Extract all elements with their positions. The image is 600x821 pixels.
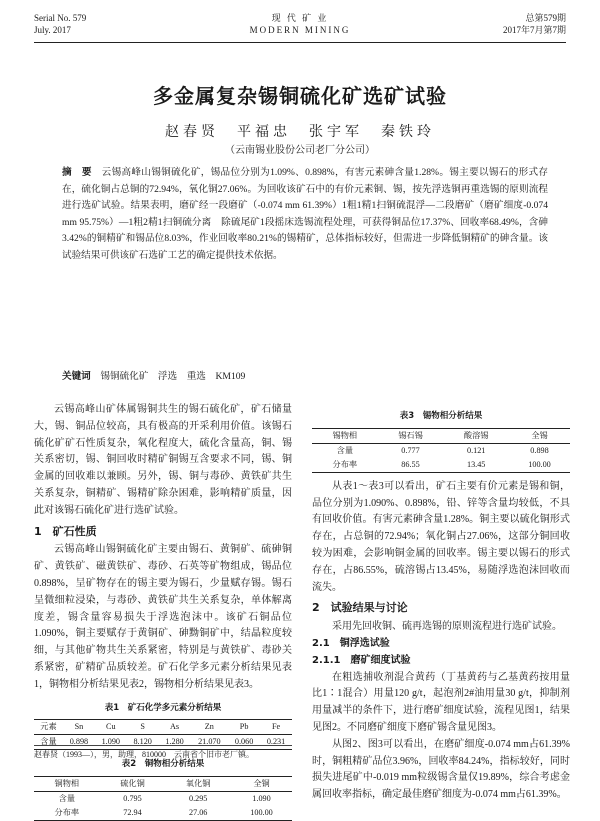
- grinding-test-paragraph: 在粗选捕收剂混合黄药（丁基黄药与乙基黄药按用量比1∶1混合）用量120 g/t，起泡剂2#油用量30 g/t，抑制剂用量减半的条件下，进行磨矿细度试验，流程见图1，结果见图2。不同磨矿细度下磨矿锡含量见图3。: [312, 671, 570, 733]
- grinding-result-paragraph: 从图2、图3可以看出，在磨矿细度-0.074 mm占61.39%时，铜粗精矿品位3.96%，回收率84.24%，指标较好，同时损失进尾矿中-0.019 mm粒级锡含量仅19.89%，综合考虑金属回收率指标，确定最佳磨矿细度为-0.074 mm占61.39%。: [312, 738, 570, 801]
- table3-caption: 表3 锡物相分析结果: [399, 411, 483, 421]
- table-row: 分布率 86.55 13.45 100.00: [312, 458, 570, 473]
- page-header: [34, 12, 566, 42]
- table-row: 含量 0.777 0.121 0.898: [336, 445, 549, 455]
- table2-header-row: 铜物相 硫化铜 氧化铜 全铜: [34, 777, 292, 792]
- tables-discussion-paragraph: 从表1～表3可以看出，矿石主要有价元素是锡和铜，品位分别为1.090%、0.898%，铅、锌等含量均较低，不具有回收价值。有害元素砷含量1.28%。铜主要以硫化铜形式存在，占总铜的72.94%；氧化铜占27.06%，这部分铜回收较为困难，会影响铜金属的回收率。锡主要以锡石的形式存在，占86.55%，硫溶锡占13.45%，易随浮选泡沫回收而流失。: [312, 480, 570, 593]
- table-row: 分布率 72.94 27.06 100.00: [34, 806, 292, 821]
- table-row: 含量 0.898 1.090 8.120 1.280 21.070 0.060 0.231: [34, 735, 292, 750]
- paper-authors: 赵春贤 平福忠 张宇军 秦铁玲: [165, 125, 435, 140]
- section-1-heading: 1 矿石性质: [34, 524, 97, 538]
- abstract-label: 摘 要: [62, 167, 92, 178]
- table2: [34, 776, 292, 821]
- keywords-text: 锡铜硫化矿 浮选 重选 KM109: [100, 371, 246, 382]
- section-2-heading: 2 试验结果与讨论: [312, 601, 408, 615]
- process-paragraph: 采用先回收铜、硫再选锡的原则流程进行选矿试验。: [332, 621, 562, 633]
- journal-issue: 总第579期 2017年7月第7期: [502, 13, 566, 35]
- header-rule: [34, 42, 566, 43]
- keywords: [62, 368, 548, 382]
- journal-name: 现 代 矿 业 MODERN MINING: [249, 13, 351, 35]
- paper-affiliation: （云南锡业股份公司老厂分公司）: [225, 145, 375, 156]
- keywords-label: 关键词: [62, 371, 91, 382]
- table1-header-row: 元素 Sn Cu S As Zn Pb Fe: [34, 720, 292, 735]
- journal-serial: Serial No. 579 July. 2017: [34, 13, 87, 35]
- right-column: [312, 402, 570, 804]
- table-row: 含量 0.795 0.295 1.090: [58, 794, 271, 804]
- abstract: [62, 165, 548, 265]
- paper-title: 多金属复杂锡铜硫化矿选矿试验: [153, 84, 447, 108]
- ore-properties-paragraph: 云锡高峰山锡铜硫化矿主要由锡石、黄铜矿、硫砷铜矿、黄铁矿、磁黄铁矿、毒砂、石英等矿物组成，锡品位0.898%，呈矿物存在的锡主要为锡石，少量赋存锡。锡石呈微细粒浸染，与毒砂、黄铁矿共生关系复杂，单体解离度差，锡含量容易损失于浮选泡沫中。该矿石铜品位1.090%，铜主要赋存于黄铜矿、砷黝铜矿中，结晶粒度较细，与其他矿物共生关系紧密，特别是与黄铁矿、毒砂关系紧密，矿精矿品质较差。矿石化学多元素分析结果见表1，铜物相分析结果见表2，锡物相分析结果见表3。: [34, 544, 292, 690]
- intro-paragraph: 云锡高峰山矿体属锡铜共生的锡石硫化矿，矿石储量大，锡、铜品位较高，具有极高的开采利用价值。该锡石硫化矿矿石性质复杂，氧化程度大，硫化含量高，铜、锡关系密切，锡、铜回收时精矿铜锡互含要求不同，锡、铜金属的回收难以兼顾。另外，锡、铜与毒砂、黄铁矿共生关系复杂，铜精矿、锡精矿除杂困难，影响精矿质量，因此对该锡石硫化矿进行选矿试验。: [34, 404, 292, 516]
- table3-header-row: 锡物相 锡石锡 酸溶锡 全锡: [312, 428, 570, 443]
- section-2-1-heading: 2.1 铜浮选试验: [312, 637, 390, 649]
- table2-caption: 表2 铜物相分析结果: [121, 759, 205, 770]
- table1-caption: 表1 矿石化学多元素分析结果: [104, 702, 222, 713]
- table3: [312, 428, 570, 473]
- abstract-text: 云锡高峰山锡铜硫化矿，锡品位分别为1.09%、0.898%，有害元素砷含量1.28%。锡主要以锡石的形式存在，硫化铜占总铜的72.94%，氧化铜27.06%。为回收该矿石中的有价元素铜、锡，按先浮选铜再重选锡的原则流程进行选矿试验。结果表明，磨矿经一段磨矿（-0.074 mm 61.39%）1粗1精1扫铜硫混浮—二段磨矿（磨矿细度-0.074 mm 95.75%）—1粗2精1扫铜硫分离 除硫尾矿1段摇床选锡流程处理，可获得铜品位17.37%、回收率68.49%，含砷3.42%的铜精矿和锡品位8.03%，作业回收率80.21%的锡精矿，总体指标较好，但需进一步降低铜精矿的砷含量。该试验结果可供该矿石选矿工艺的确定提供技术依据。: [62, 167, 549, 261]
- footnote: 赵春贤（1993—），男，助理，810000 云南省个旧市老厂镇。: [34, 745, 292, 760]
- section-2-1-1-heading: 2.1.1 磨矿细度试验: [312, 654, 411, 666]
